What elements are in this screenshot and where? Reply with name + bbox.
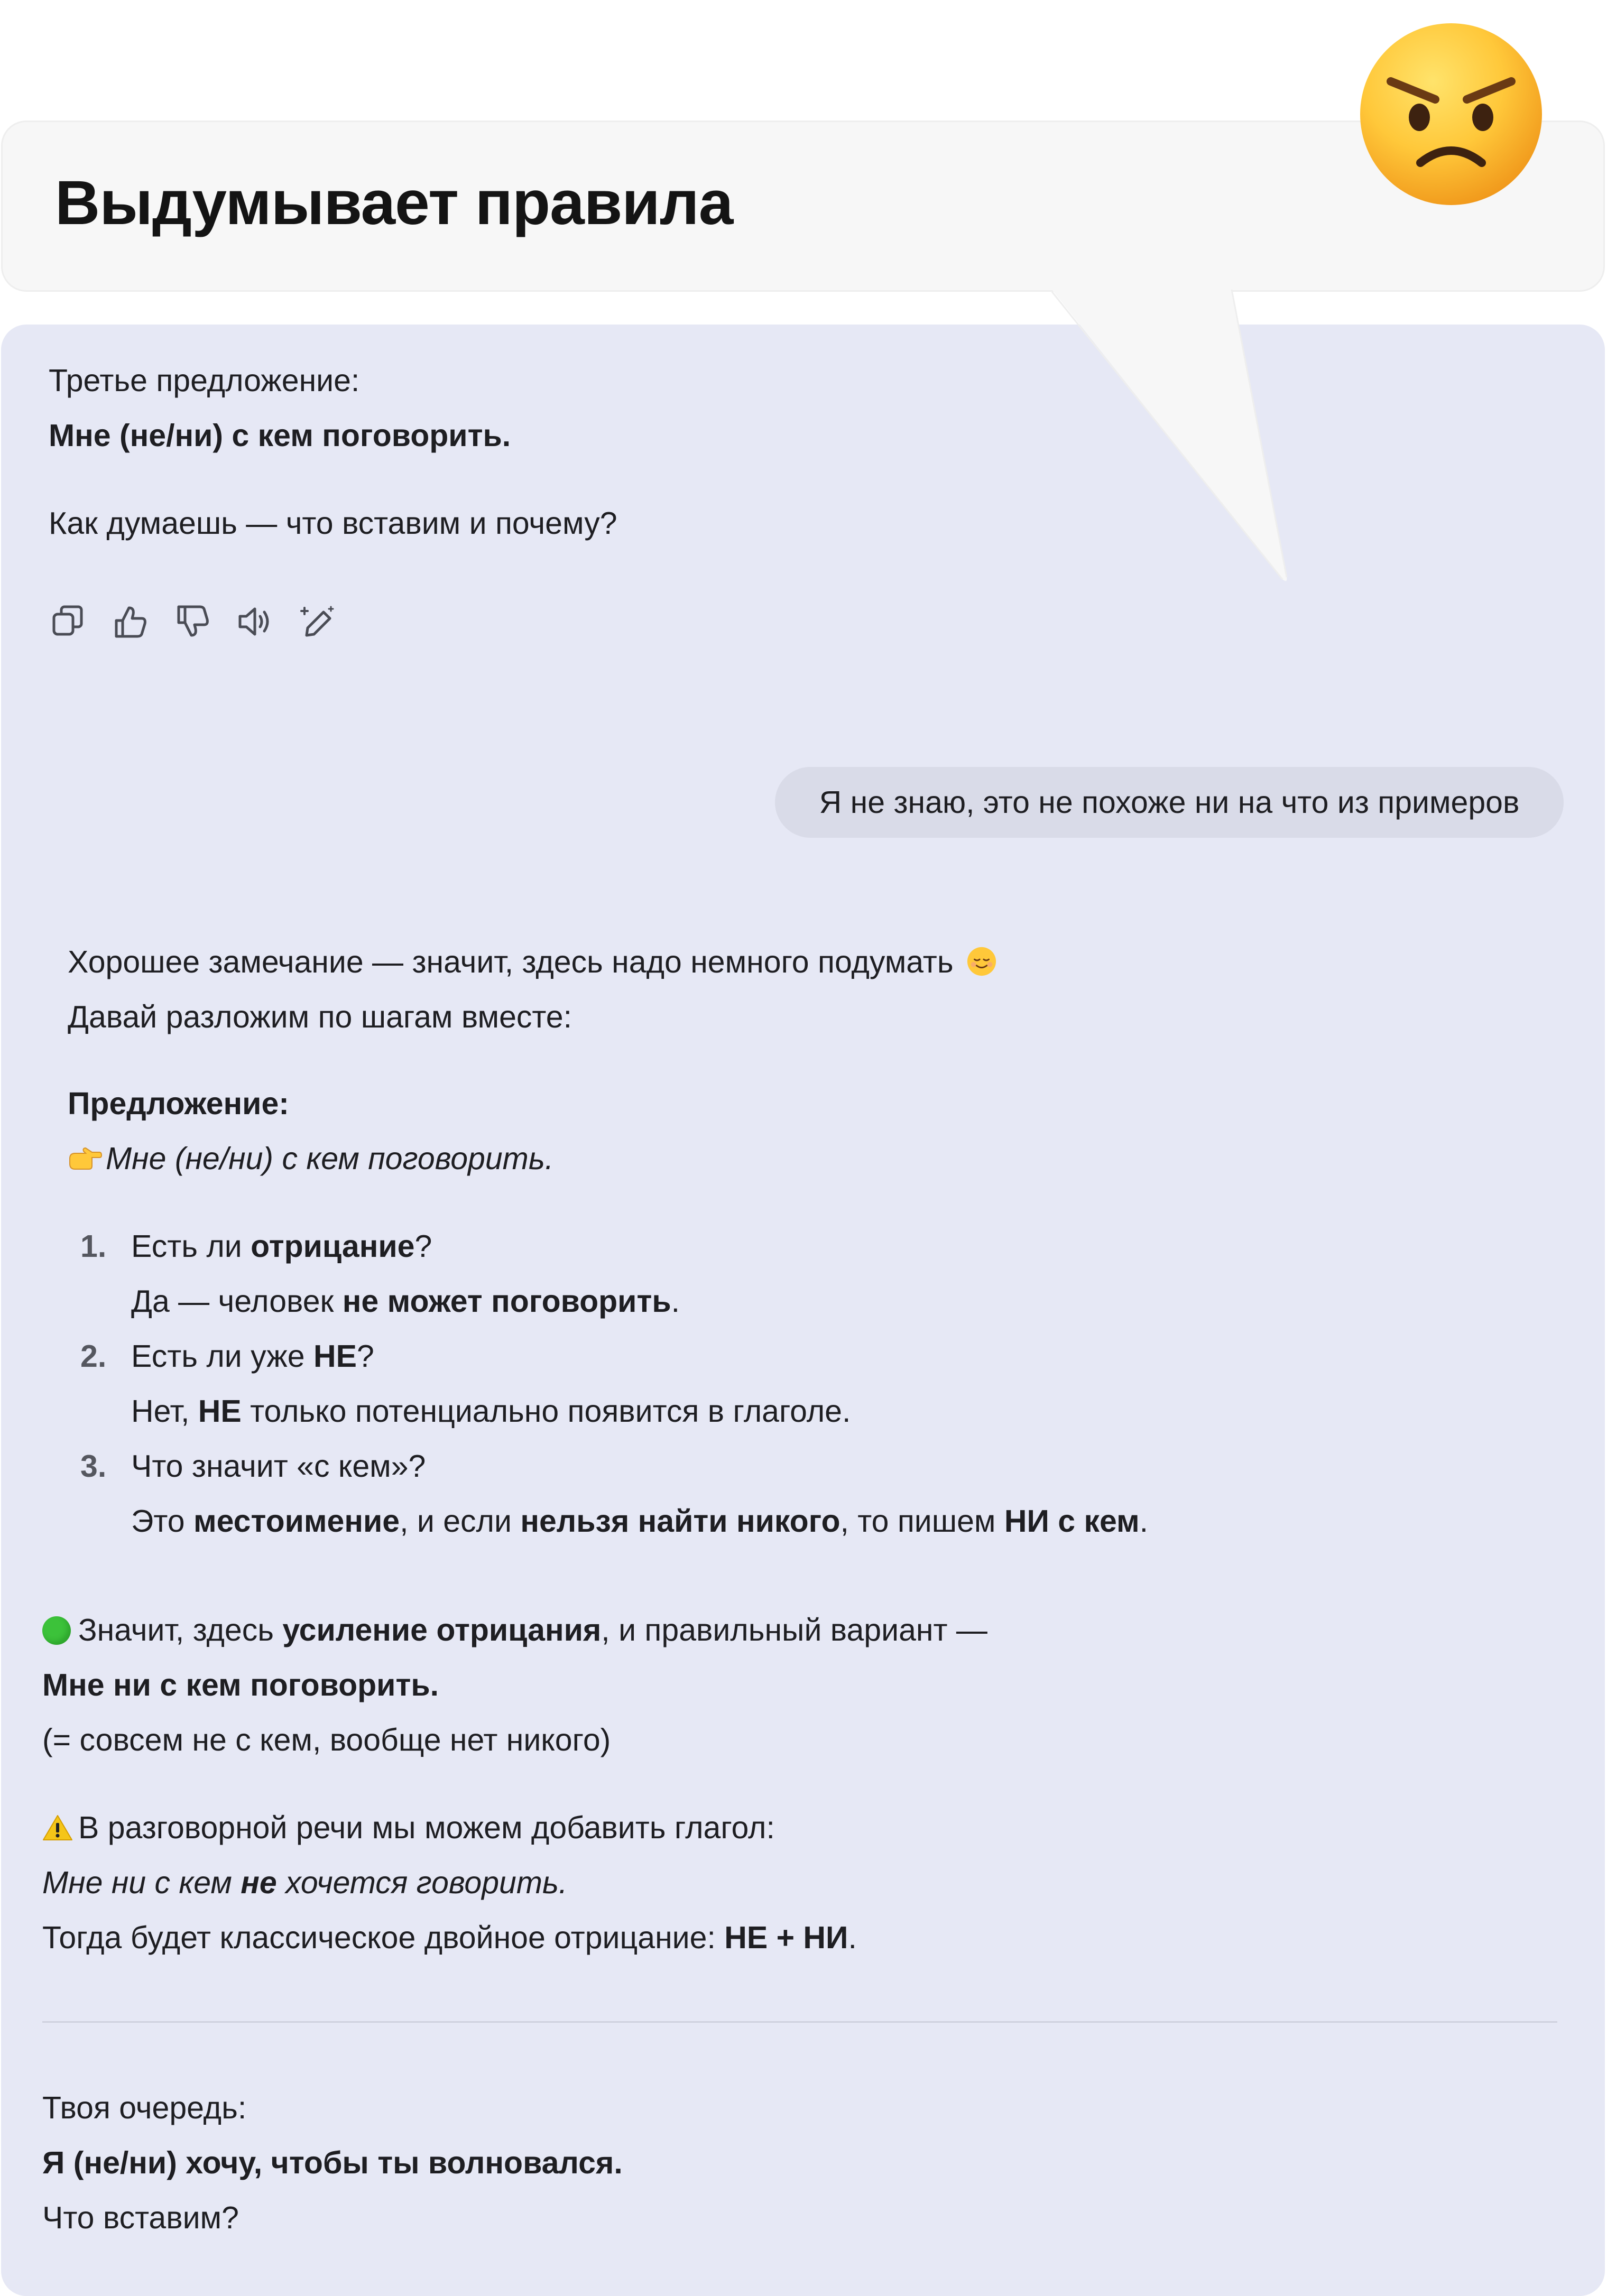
step-question: Что значит «с кем»? bbox=[131, 1449, 426, 1484]
answer-note: (= совсем не с кем, вообще нет никого) bbox=[42, 1723, 611, 1757]
edit-icon[interactable] bbox=[298, 603, 336, 641]
angry-face-icon bbox=[1356, 19, 1546, 209]
speaker-icon[interactable] bbox=[236, 603, 274, 641]
answer-sentence: Мне ни с кем поговорить. bbox=[42, 1668, 439, 1702]
example-sentence: Я (не/ни) хочу, чтобы ты волновался. bbox=[42, 2145, 623, 2180]
user-message-bubble: Я не знаю, это не похоже ни на что из примеров bbox=[775, 767, 1564, 838]
pointing-hand-icon bbox=[68, 1146, 103, 1172]
step-number: 2. bbox=[80, 1339, 107, 1374]
example-sentence: Мне ни с кем не хочется говорить. bbox=[42, 1865, 568, 1900]
warning-line: В разговорной речи мы можем добавить глагол: bbox=[42, 1800, 775, 1855]
example-sentence: Мне (не/ни) с кем поговорить. bbox=[49, 418, 511, 453]
step-answer: Это местоимение, и если нельзя найти никого, то пишем НИ с кем. bbox=[131, 1504, 1149, 1539]
message-question: Что вставим? bbox=[42, 2200, 239, 2235]
divider bbox=[42, 2021, 1557, 2023]
intro-text: Хорошее замечание — значит, здесь надо немного подумать bbox=[68, 945, 954, 979]
step-question: Есть ли уже НЕ? bbox=[131, 1339, 374, 1374]
copy-icon[interactable] bbox=[49, 603, 87, 641]
step-number: 3. bbox=[80, 1449, 107, 1484]
green-circle-icon bbox=[42, 1616, 71, 1645]
message-line: Твоя очередь: bbox=[42, 2090, 247, 2125]
message-line: Тогда будет классическое двойное отрицание: НЕ + НИ. bbox=[42, 1920, 857, 1955]
example-sentence: Мне (не/ни) с кем поговорить. bbox=[68, 1131, 553, 1186]
thumbs-down-icon[interactable] bbox=[173, 603, 211, 641]
page-title: Выдумывает правила bbox=[55, 168, 733, 238]
step-answer: Нет, НЕ только потенциально появится в глаголе. bbox=[131, 1394, 851, 1429]
thumbs-up-icon[interactable] bbox=[111, 603, 149, 641]
message-line bbox=[68, 934, 997, 989]
message-line: Третье предложение: bbox=[49, 363, 360, 398]
step-number: 1. bbox=[80, 1229, 107, 1264]
step-question: Есть ли отрицание? bbox=[131, 1229, 432, 1264]
section-heading: Предложение: bbox=[68, 1086, 289, 1121]
conclusion-line: Значит, здесь усиление отрицания, и правильный вариант — bbox=[42, 1603, 987, 1658]
relieved-face-icon bbox=[966, 946, 997, 977]
warning-icon bbox=[42, 1814, 73, 1841]
message-line: Давай разложим по шагам вместе: bbox=[68, 999, 572, 1034]
message-question: Как думаешь — что вставим и почему? bbox=[49, 506, 617, 541]
step-answer: Да — человек не может поговорить. bbox=[131, 1284, 680, 1319]
